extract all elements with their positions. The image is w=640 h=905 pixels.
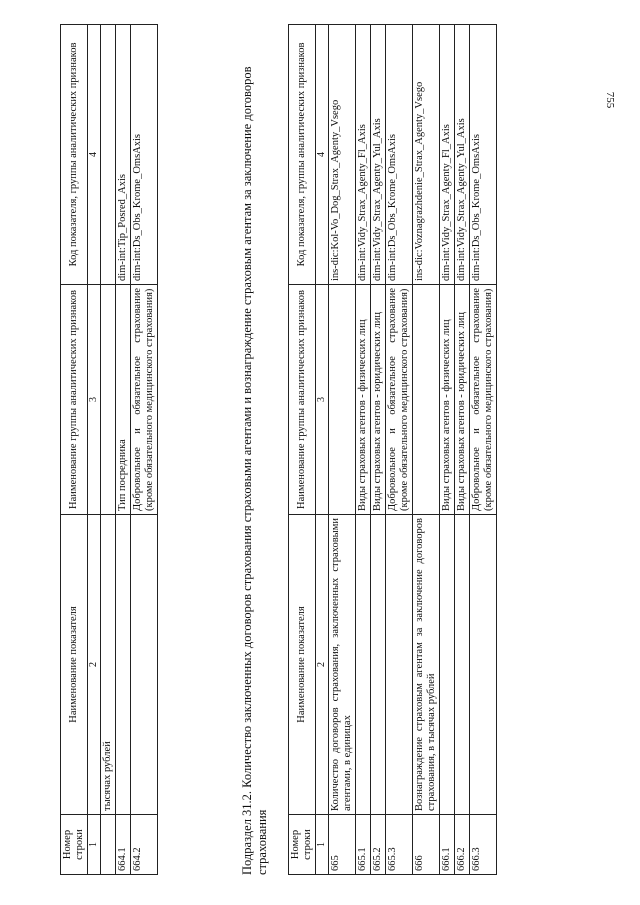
indicator-code xyxy=(101,25,116,285)
header-row xyxy=(289,25,316,875)
table-row xyxy=(440,25,455,875)
table-row xyxy=(470,25,497,875)
indicator-code: dim-int:Ds_Obs_Krome_OmsAxis xyxy=(470,25,497,285)
index-cell: 1 xyxy=(88,815,101,875)
index-cell: 4 xyxy=(316,25,329,285)
header-cell: Код показателя, группы аналитических признаков xyxy=(289,25,316,285)
row-number: 665.2 xyxy=(371,815,386,875)
indicator-name xyxy=(131,515,158,815)
row-number: 665.1 xyxy=(356,815,371,875)
row-number xyxy=(101,815,116,875)
row-number: 666.2 xyxy=(455,815,470,875)
table-row xyxy=(386,25,413,875)
group-name: Виды страховых агентов - юридических лиц xyxy=(455,285,470,515)
section-title: Подраздел 31.2. Количество заключенных договоров страхования страховыми агентами и вознаграждение страховым агентам за заключение договоров страхования xyxy=(240,66,269,875)
row-number: 664.1 xyxy=(116,815,131,875)
indicator-name: Количество договоров страхования, заключенных страховыми агентами, в единицах xyxy=(329,515,356,815)
index-cell: 4 xyxy=(88,25,101,285)
index-cell: 1 xyxy=(316,815,329,875)
header-cell: Наименование группы аналитических признаков xyxy=(289,285,316,515)
table-row xyxy=(455,25,470,875)
table-row xyxy=(131,25,158,875)
row-number: 665 xyxy=(329,815,356,875)
indicator-name xyxy=(371,515,386,815)
indicator-code: dim-int:Tip_Posred_Axis xyxy=(116,25,131,285)
indicator-code: ins-dic:Voznagrazhdenie_Strax_Agenty_Vsego xyxy=(413,25,440,285)
indicator-name xyxy=(455,515,470,815)
row-number: 666 xyxy=(413,815,440,875)
indicator-name xyxy=(386,515,413,815)
group-name: Виды страховых агентов - юридических лиц xyxy=(371,285,386,515)
indicator-code: ins-dic:Kol-Vo_Dog_Strax_Agenty_Vsego xyxy=(329,25,356,285)
indicator-code: dim-int:Ds_Obs_Krome_OmsAxis xyxy=(386,25,413,285)
row-number: 666.3 xyxy=(470,815,497,875)
group-name: Добровольное и обязательное страхование (кроме обязательного медицинского страхования) xyxy=(470,285,497,515)
table-row xyxy=(329,25,356,875)
column-index-row xyxy=(316,25,329,875)
group-name xyxy=(413,285,440,515)
index-cell: 2 xyxy=(88,515,101,815)
group-name: Добровольное и обязательное страхование (кроме обязательного медицинского страхования) xyxy=(131,285,158,515)
table-row xyxy=(371,25,386,875)
header-cell: Наименование показателя xyxy=(61,515,88,815)
header-cell: Наименование группы аналитических признаков xyxy=(61,285,88,515)
indicator-name: Вознаграждение страховым агентам за заключение договоров страхования, в тысячах рублей xyxy=(413,515,440,815)
group-name: Добровольное и обязательное страхование (кроме обязательного медицинского страхования) xyxy=(386,285,413,515)
indicator-name xyxy=(470,515,497,815)
group-name xyxy=(329,285,356,515)
table-row xyxy=(413,25,440,875)
indicator-code: dim-int:Vidy_Strax_Agenty_Yul_Axis xyxy=(455,25,470,285)
indicator-code: dim-int:Vidy_Strax_Agenty_Yul_Axis xyxy=(371,25,386,285)
row-number: 665.3 xyxy=(386,815,413,875)
group-name xyxy=(101,285,116,515)
table-row xyxy=(101,25,116,875)
row-number: 666.1 xyxy=(440,815,455,875)
group-name: Виды страховых агентов - физических лиц xyxy=(356,285,371,515)
table-row xyxy=(356,25,371,875)
index-cell: 3 xyxy=(316,285,329,515)
indicator-code: dim-int:Ds_Obs_Krome_OmsAxis xyxy=(131,25,158,285)
indicator-table-1 xyxy=(60,24,158,875)
index-cell: 3 xyxy=(88,285,101,515)
header-row xyxy=(61,25,88,875)
indicator-name xyxy=(356,515,371,815)
row-number: 664.2 xyxy=(131,815,158,875)
indicator-table-2 xyxy=(288,24,497,875)
page-number: 755 xyxy=(604,91,616,109)
header-cell: Код показателя, группы аналитических признаков xyxy=(61,25,88,285)
column-index-row xyxy=(88,25,101,875)
indicator-name xyxy=(440,515,455,815)
table-row xyxy=(116,25,131,875)
header-cell: Номер строки xyxy=(61,815,88,875)
index-cell: 2 xyxy=(316,515,329,815)
rotated-page-content xyxy=(60,25,580,875)
indicator-name: тысячах рублей xyxy=(101,515,116,815)
header-cell: Наименование показателя xyxy=(289,515,316,815)
indicator-code: dim-int:Vidy_Strax_Agenty_Fl_Axis xyxy=(440,25,455,285)
group-name: Тип посредника xyxy=(116,285,131,515)
indicator-name xyxy=(116,515,131,815)
header-cell: Номер строки xyxy=(289,815,316,875)
indicator-code: dim-int:Vidy_Strax_Agenty_Fl_Axis xyxy=(356,25,371,285)
group-name: Виды страховых агентов - физических лиц xyxy=(440,285,455,515)
